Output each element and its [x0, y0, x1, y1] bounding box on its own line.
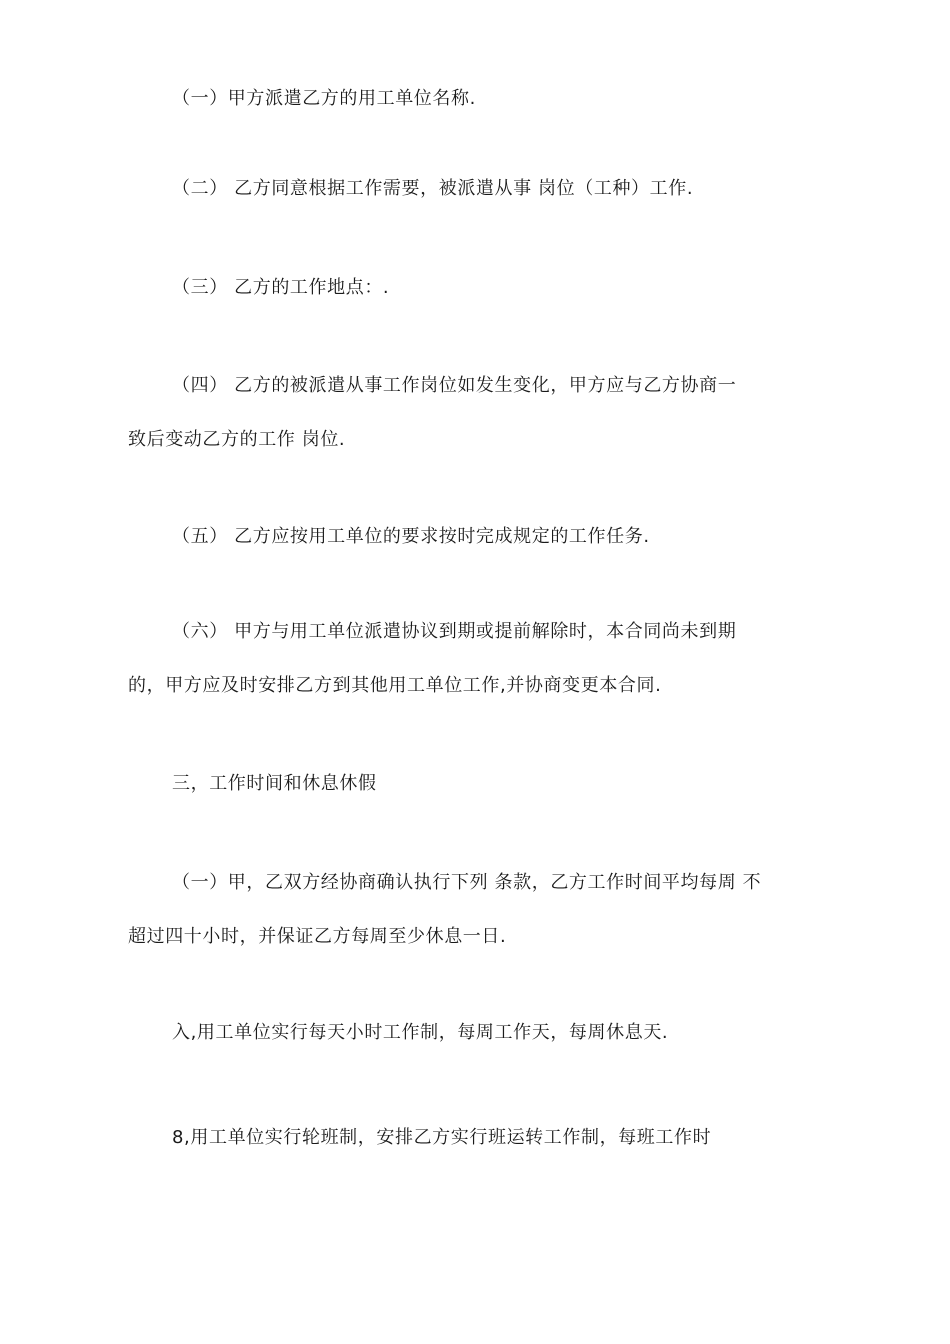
clause-3-b: 8,用工单位实行轮班制，安排乙方实行班运转工作制，每班工作时 [172, 1127, 712, 1148]
section-heading-work-hours: 三，工作时间和休息休假 [172, 773, 377, 794]
clause-2-2: （二） 乙方同意根据工作需要，被派遣从事 岗位（工种）工作. [172, 178, 694, 199]
clause-3-a: 入,用工单位实行每天小时工作制，每周工作天，每周休息天. [172, 1022, 669, 1043]
clause-2-3: （三） 乙方的工作地点：. [172, 277, 390, 298]
clause-3-1-line-2: 超过四十小时，并保证乙方每周至少休息一日. [128, 926, 507, 947]
clause-2-4-line-2: 致后变动乙方的工作 岗位. [128, 429, 346, 450]
clause-2-4-line-1: （四） 乙方的被派遣从事工作岗位如发生变化，甲方应与乙方协商一 [172, 375, 737, 396]
clause-3-1-line-1: （一）甲，乙双方经协商确认执行下列 条款，乙方工作时间平均每周 不 [172, 872, 762, 893]
clause-2-1: （一）甲方派遣乙方的用工单位名称. [172, 88, 476, 109]
clause-2-6-line-2: 的，甲方应及时安排乙方到其他用工单位工作,并协商变更本合同. [128, 675, 662, 696]
clause-2-6-line-1: （六） 甲方与用工单位派遣协议到期或提前解除时，本合同尚未到期 [172, 621, 737, 642]
clause-2-5: （五） 乙方应按用工单位的要求按时完成规定的工作任务. [172, 526, 650, 547]
